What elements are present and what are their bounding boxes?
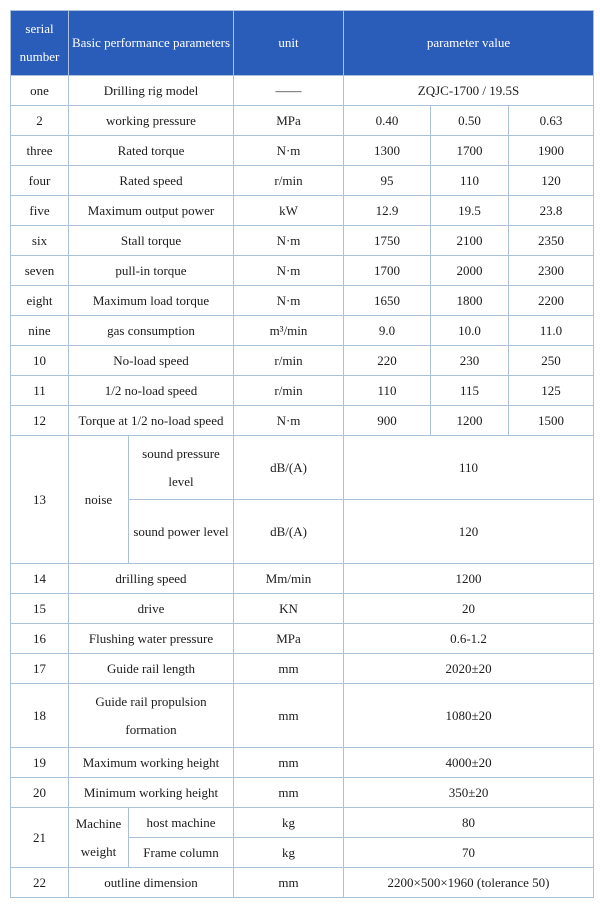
table-row [11,106,594,136]
serial-cell: 14 [11,564,69,594]
value-cell: 120 [509,166,594,196]
serial-cell: six [11,226,69,256]
serial-cell: three [11,136,69,166]
table-row [11,346,594,376]
param-cell: Torque at 1/2 no-load speed [69,406,234,436]
serial-cell: 17 [11,654,69,684]
value-cell: 110 [431,166,509,196]
value-cell: 1750 [344,226,431,256]
table-row [11,594,594,624]
unit-cell: mm [234,684,344,748]
param-cell: pull-in torque [69,256,234,286]
spec-table [10,10,594,898]
value-cell: 900 [344,406,431,436]
value-cell: 220 [344,346,431,376]
table-header-row [11,11,594,76]
header-value: parameter value [344,11,594,76]
unit-cell: N·m [234,256,344,286]
value-cell: 95 [344,166,431,196]
table-row [11,748,594,778]
unit-cell: —— [234,76,344,106]
table-row [11,684,594,748]
value-cell: 2100 [431,226,509,256]
value-cell: 1200 [344,564,594,594]
value-cell: 1700 [344,256,431,286]
unit-cell: dB/(A) [234,500,344,564]
value-cell: 2020±20 [344,654,594,684]
value-cell: 20 [344,594,594,624]
value-cell: 0.63 [509,106,594,136]
value-cell: 250 [509,346,594,376]
table-row [11,868,594,898]
unit-cell: kg [234,808,344,838]
unit-cell: N·m [234,286,344,316]
param-cell: drilling speed [69,564,234,594]
serial-cell: seven [11,256,69,286]
unit-cell: mm [234,778,344,808]
unit-cell: r/min [234,166,344,196]
subparam-cell: sound pressure level [129,436,234,500]
param-cell: Maximum working height [69,748,234,778]
value-cell: 230 [431,346,509,376]
value-cell: 2300 [509,256,594,286]
serial-cell: 12 [11,406,69,436]
header-unit: unit [234,11,344,76]
value-cell: ZQJC-1700 / 19.5S [344,76,594,106]
value-cell: 10.0 [431,316,509,346]
unit-cell: kg [234,838,344,868]
table-row [11,808,594,838]
value-cell: 80 [344,808,594,838]
table-row [11,196,594,226]
param-cell: outline dimension [69,868,234,898]
value-cell: 19.5 [431,196,509,226]
serial-cell: five [11,196,69,226]
value-cell: 4000±20 [344,748,594,778]
unit-cell: mm [234,868,344,898]
table-row [11,226,594,256]
unit-cell: mm [234,654,344,684]
table-row [11,376,594,406]
unit-cell: KN [234,594,344,624]
serial-cell: 21 [11,808,69,868]
param-cell: 1/2 no-load speed [69,376,234,406]
param-cell: gas consumption [69,316,234,346]
unit-cell: kW [234,196,344,226]
serial-cell: 10 [11,346,69,376]
unit-cell: N·m [234,136,344,166]
serial-cell: eight [11,286,69,316]
subparam-cell: Frame column [129,838,234,868]
value-cell: 2350 [509,226,594,256]
param-cell: Drilling rig model [69,76,234,106]
header-serial: serial number [11,11,69,76]
value-cell: 0.40 [344,106,431,136]
serial-cell: 19 [11,748,69,778]
table-row [11,778,594,808]
serial-cell: 20 [11,778,69,808]
value-cell: 1080±20 [344,684,594,748]
value-cell: 70 [344,838,594,868]
subparam-cell: host machine [129,808,234,838]
unit-cell: mm [234,748,344,778]
serial-cell: nine [11,316,69,346]
serial-cell: 15 [11,594,69,624]
table-row [11,76,594,106]
value-cell: 12.9 [344,196,431,226]
unit-cell: Mm/min [234,564,344,594]
value-cell: 1300 [344,136,431,166]
value-cell: 0.6-1.2 [344,624,594,654]
unit-cell: r/min [234,346,344,376]
param-cell: No-load speed [69,346,234,376]
subparam-cell: sound power level [129,500,234,564]
table-row [11,564,594,594]
serial-cell: 11 [11,376,69,406]
value-cell: 0.50 [431,106,509,136]
group-cell: Machine weight [69,808,129,868]
param-cell: Maximum output power [69,196,234,226]
table-row [11,256,594,286]
param-cell: Rated torque [69,136,234,166]
value-cell: 350±20 [344,778,594,808]
param-cell: Stall torque [69,226,234,256]
param-cell: Maximum load torque [69,286,234,316]
table-row [11,624,594,654]
group-cell: noise [69,436,129,564]
param-cell: Guide rail length [69,654,234,684]
value-cell: 115 [431,376,509,406]
param-cell: drive [69,594,234,624]
table-row [11,316,594,346]
unit-cell: r/min [234,376,344,406]
value-cell: 1500 [509,406,594,436]
table-row [11,166,594,196]
serial-cell: 22 [11,868,69,898]
header-params: Basic performance parameters [69,11,234,76]
value-cell: 1800 [431,286,509,316]
serial-cell: 13 [11,436,69,564]
serial-cell: one [11,76,69,106]
table-row [11,136,594,166]
unit-cell: MPa [234,624,344,654]
unit-cell: N·m [234,226,344,256]
table-row [11,406,594,436]
value-cell: 23.8 [509,196,594,226]
value-cell: 2000 [431,256,509,286]
serial-cell: four [11,166,69,196]
value-cell: 1700 [431,136,509,166]
serial-cell: 2 [11,106,69,136]
param-cell: Rated speed [69,166,234,196]
serial-cell: 16 [11,624,69,654]
param-cell: Flushing water pressure [69,624,234,654]
value-cell: 1650 [344,286,431,316]
unit-cell: m³/min [234,316,344,346]
param-cell: Minimum working height [69,778,234,808]
unit-cell: N·m [234,406,344,436]
table-row [11,436,594,500]
value-cell: 2200 [509,286,594,316]
value-cell: 110 [344,376,431,406]
unit-cell: MPa [234,106,344,136]
value-cell: 1200 [431,406,509,436]
param-cell: working pressure [69,106,234,136]
value-cell: 1900 [509,136,594,166]
table-row [11,654,594,684]
table-row [11,286,594,316]
serial-cell: 18 [11,684,69,748]
value-cell: 120 [344,500,594,564]
unit-cell: dB/(A) [234,436,344,500]
value-cell: 9.0 [344,316,431,346]
value-cell: 2200×500×1960 (tolerance 50) [344,868,594,898]
value-cell: 110 [344,436,594,500]
value-cell: 125 [509,376,594,406]
param-cell: Guide rail propulsion formation [69,684,234,748]
value-cell: 11.0 [509,316,594,346]
